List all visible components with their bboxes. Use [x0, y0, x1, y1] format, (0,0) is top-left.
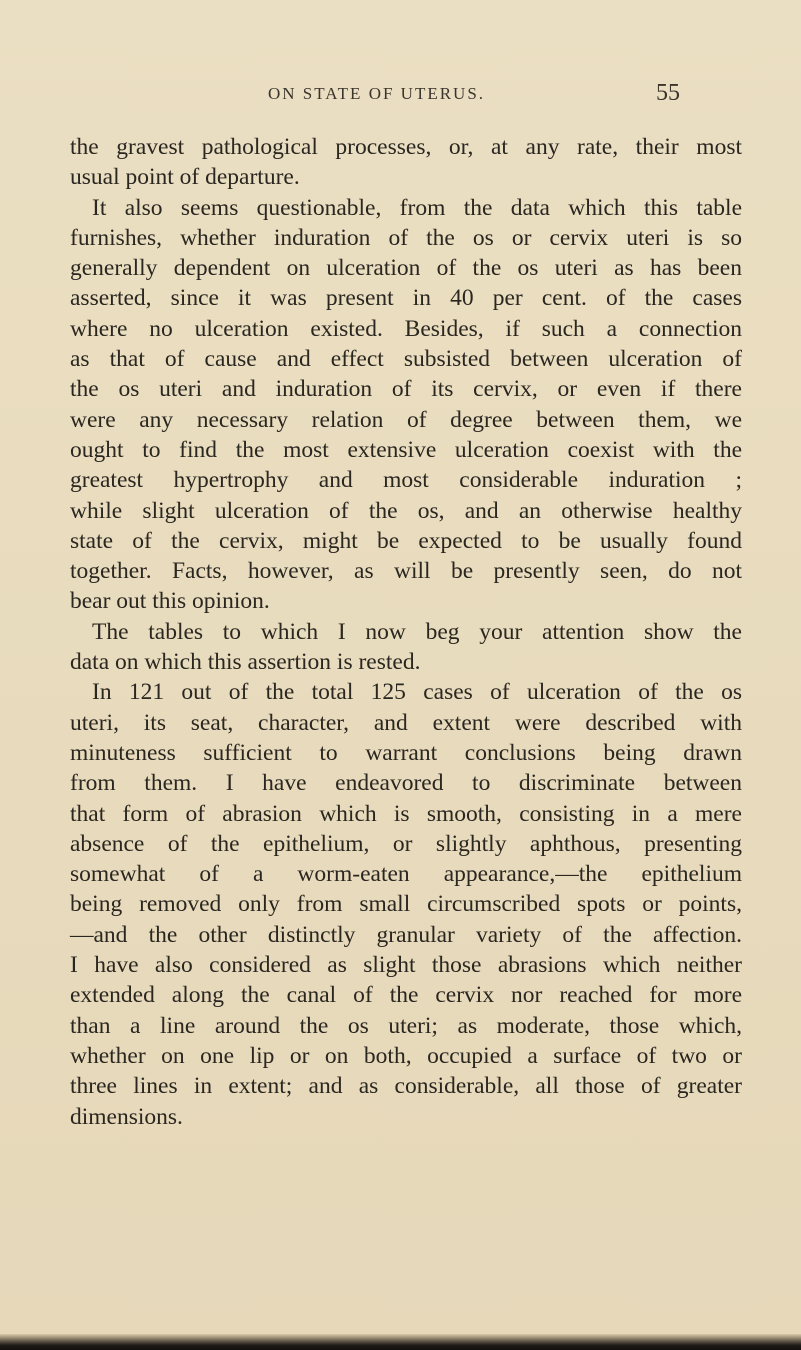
text-line: In 121 out of the total 125 cases of ulceration of the os [92, 679, 742, 706]
text-line: whether on one lip or on both, occupied a surface of two or [70, 1042, 742, 1069]
text-line: —and the other distinctly granular variety of the affection. [70, 921, 742, 948]
text-line: I have also considered as slight those abrasions which neither [70, 952, 742, 979]
text-line: together. Facts, however, as will be presently seen, do not [70, 558, 742, 585]
text-line: data on which this assertion is rested. [70, 649, 421, 676]
text-line: the os uteri and induration of its cervix, or even if there [70, 376, 742, 403]
running-title: ON STATE OF UTERUS. [268, 84, 486, 103]
text-line: It also seems questionable, from the data which this table [92, 194, 742, 221]
text-line: bear out this opinion. [70, 588, 270, 615]
text-line: state of the cervix, might be expected to be usually found [70, 527, 742, 554]
text-line: generally dependent on ulceration of the os uteri as has been [70, 255, 742, 282]
text-line: than a line around the os uteri; as moderate, those which, [70, 1012, 742, 1039]
text-line: were any necessary relation of degree between them, we [70, 406, 742, 433]
page-bottom-edge [0, 1334, 801, 1350]
running-head [0, 80, 801, 108]
text-line: usual point of departure. [70, 164, 300, 191]
text-line: as that of cause and effect subsisted between ulceration of [70, 346, 742, 373]
text-line: extended along the canal of the cervix nor reached for more [70, 982, 742, 1009]
text-line: greatest hypertrophy and most considerable induration ; [70, 467, 742, 494]
text-line: from them. I have endeavored to discriminate between [70, 770, 742, 797]
page-number: 55 [656, 80, 680, 106]
text-line: furnishes, whether induration of the os or cervix uteri is so [70, 224, 742, 251]
text-line: where no ulceration existed. Besides, if such a connection [70, 315, 742, 342]
text-line: three lines in extent; and as considerable, all those of greater [70, 1073, 742, 1100]
text-line: the gravest pathological processes, or, at any rate, their most [70, 134, 742, 160]
body-text [70, 132, 742, 1132]
text-line: The tables to which I now beg your attention show the [92, 618, 742, 645]
text-line: that form of abrasion which is smooth, consisting in a mere [70, 800, 742, 827]
text-line: somewhat of a worm-eaten appearance,—the epithelium [70, 861, 742, 888]
text-line: while slight ulceration of the os, and an otherwise healthy [70, 497, 742, 524]
text-line: minuteness sufficient to warrant conclusions being drawn [70, 739, 742, 766]
text-line: dimensions. [70, 1103, 183, 1130]
text-line: ought to find the most extensive ulceration coexist with the [70, 436, 742, 463]
text-line: uteri, its seat, character, and extent were described with [70, 709, 742, 736]
text-line: asserted, since it was present in 40 per cent. of the cases [70, 285, 742, 312]
text-line: absence of the epithelium, or slightly aphthous, presenting [70, 830, 742, 857]
text-line: being removed only from small circumscribed spots or points, [70, 891, 742, 918]
